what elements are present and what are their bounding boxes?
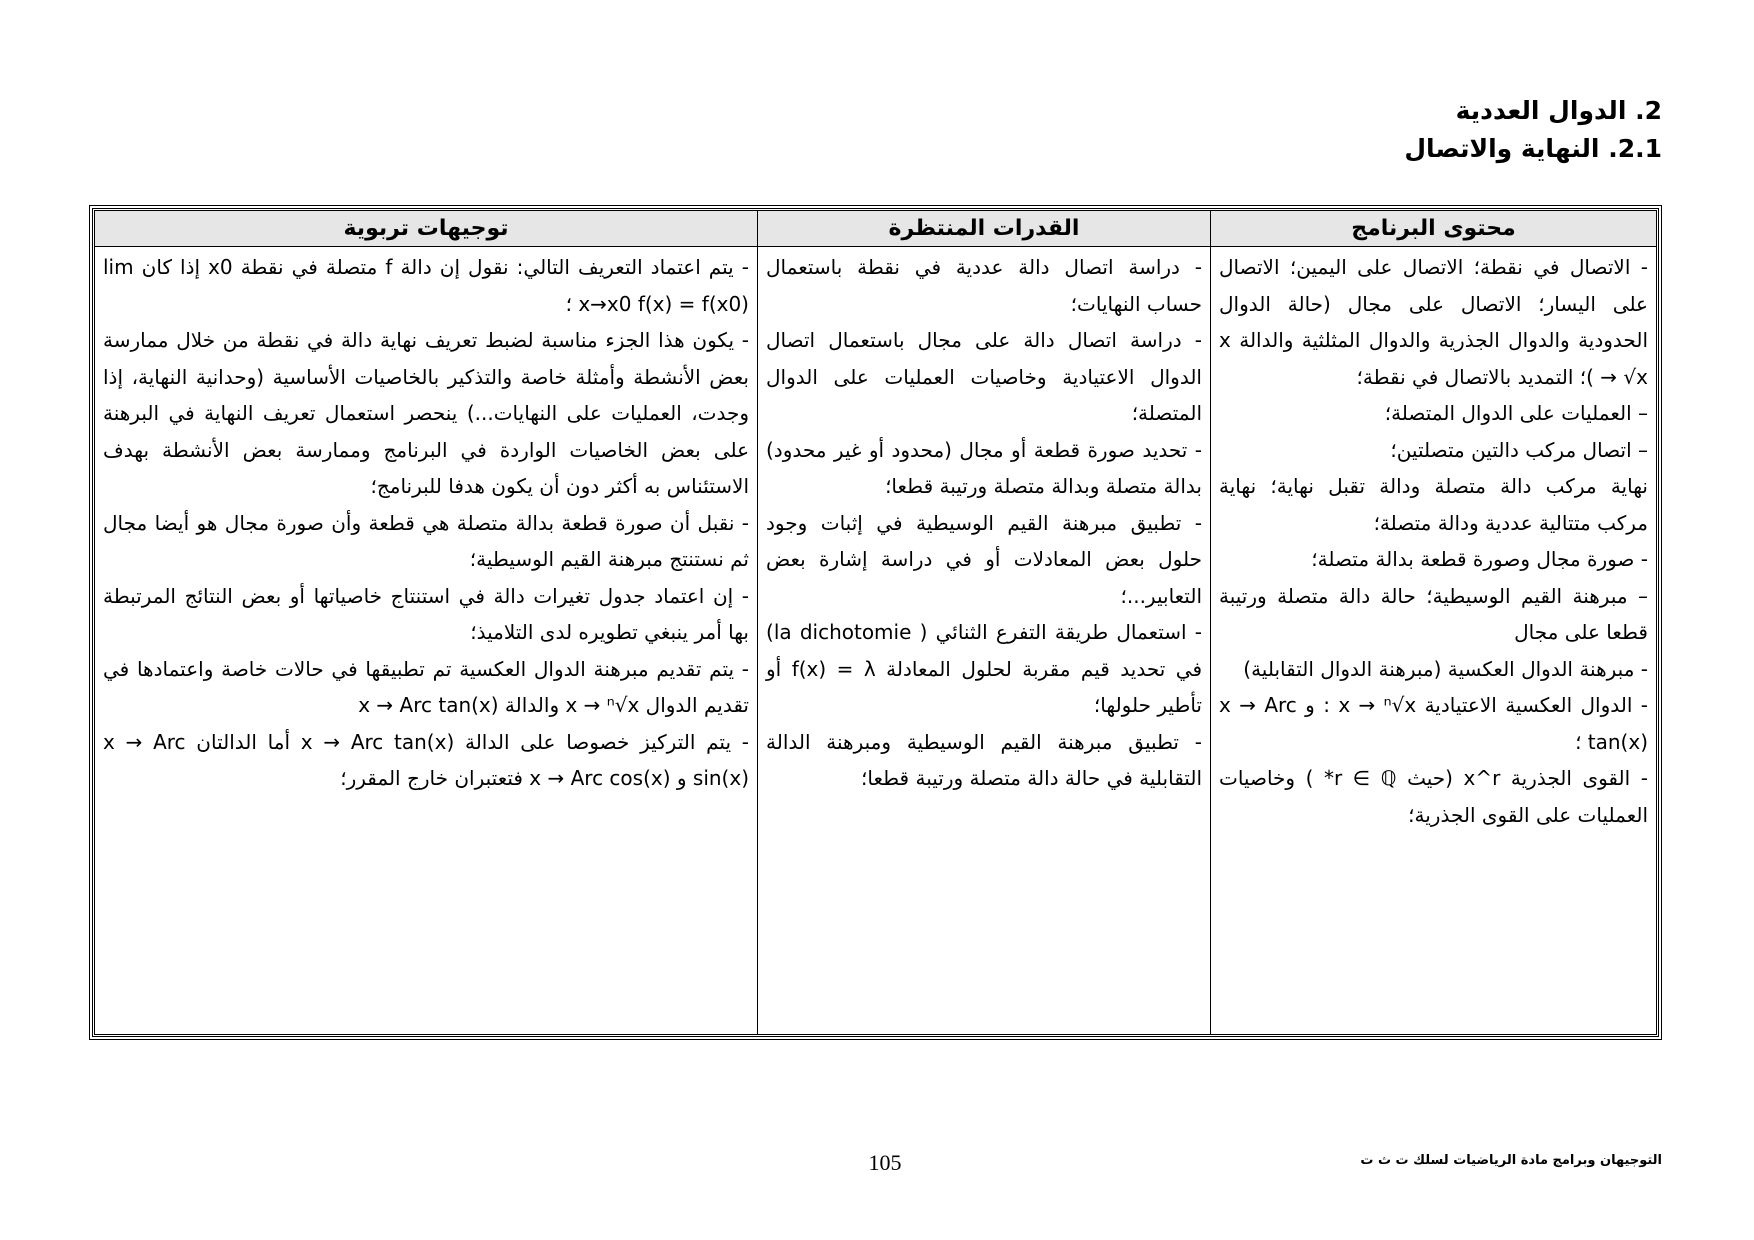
guidance-item: - يتم التركيز خصوصا على الدالة x → Arc tan(x) أما الدالتان x → Arc sin(x) و x → Arc cos(x) فتعتبران خارج المقرر؛ — [103, 729, 749, 790]
guidance-item: - يكون هذا الجزء مناسبة لضبط تعريف نهاية دالة في نقطة من خلال ممارسة بعض الأنشطة وأمثلة خاصة والتذكير بالخاصيات الأساسية (وحدانية النهاية، إذا وجدت، العمليات على النهايات...) ينحصر استعمال تعريف النهاية في البرهنة على بعض الخاصيات الواردة في البرنامج وممارسة بعض الأنشطة بهدف الاستئناس به أكثر دون أن يكون هدفا للبرنامج؛ — [103, 328, 749, 498]
content-item: – اتصال مركب دالتين متصلتين؛ — [1390, 437, 1648, 462]
skill-item: - دراسة اتصال دالة على مجال باستعمال اتصال الدوال الاعتيادية وخاصيات العمليات على الدوال المتصلة؛ — [766, 328, 1202, 425]
content-item: نهاية مركب دالة متصلة ودالة تقبل نهاية؛ نهاية مركب متتالية عددية ودالة متصلة؛ — [1219, 474, 1648, 535]
skill-item: - تطبيق مبرهنة القيم الوسيطية في إثبات وجود حلول بعض المعادلات أو في دراسة إشارة بعض التعابير...؛ — [766, 510, 1202, 608]
content-item: - صورة مجال وصورة قطعة بدالة متصلة؛ — [1311, 547, 1648, 571]
skill-item: - تطبيق مبرهنة القيم الوسيطية ومبرهنة الدالة التقابلية في حالة دالة متصلة ورتيبة قطعا؛ — [766, 729, 1202, 790]
content-item: - الاتصال في نقطة؛ الاتصال على اليمين؛ الاتصال على اليسار؛ الاتصال على مجال (حالة الدوال الحدودية والدوال الجذرية والدوال المثلثية والدالة x → √x )؛ التمديد بالاتصال في نقطة؛ — [1219, 255, 1648, 389]
subsection-heading: 2.1. النهاية والاتصال — [1404, 134, 1662, 163]
guidance-item: - إن اعتماد جدول تغيرات دالة في استنتاج خاصياتها أو بعض النتائج المرتبطة بها أمر ينبغي تطويره لدى التلاميذ؛ — [103, 583, 749, 644]
header-skills: القدرات المنتظرة — [758, 211, 1211, 247]
guidance-item: - يتم تقديم مبرهنة الدوال العكسية تم تطبيقها في حالات خاصة واعتمادها في تقديم الدوال x → ⁿ√x والدالة x → Arc tan(x) — [103, 656, 749, 717]
content-item: - الدوال العكسية الاعتيادية x → ⁿ√x : و x → Arc tan(x) ؛ — [1219, 693, 1648, 754]
header-content: محتوى البرنامج — [1211, 211, 1657, 247]
content-item: – العمليات على الدوال المتصلة؛ — [1384, 401, 1648, 425]
skill-item: - استعمال طريقة التفرع الثنائي ( la dichotomie) في تحديد قيم مقربة لحلول المعادلة f(x) = λ أو تأطير حلولها؛ — [766, 620, 1202, 717]
content-item: - مبرهنة الدوال العكسية (مبرهنة الدوال التقابلية) — [1243, 656, 1648, 681]
table-row — [95, 247, 1657, 1035]
guidance-item: - يتم اعتماد التعريف التالي: نقول إن دالة f متصلة في نقطة x0 إذا كان lim x→x0 f(x) = f(x0) ؛ — [103, 255, 749, 316]
content-item: – مبرهنة القيم الوسيطية؛ حالة دالة متصلة ورتيبة قطعا على مجال — [1219, 583, 1648, 644]
guidance-cell — [95, 247, 758, 1035]
skill-item: - دراسة اتصال دالة عددية في نقطة باستعمال حساب النهايات؛ — [766, 255, 1202, 316]
content-cell — [1211, 247, 1657, 1035]
skills-cell — [758, 247, 1211, 1035]
program-table-frame — [89, 205, 1662, 1040]
page-number: 105 — [868, 1150, 902, 1175]
footer-note: التوجيهان وبرامج مادة الرياضيات لسلك ت ث ت — [1360, 1153, 1662, 1168]
guidance-item: - نقبل أن صورة قطعة بدالة متصلة هي قطعة وأن صورة مجال هو أيضا مجال ثم نستنتج مبرهنة القيم الوسيطية؛ — [103, 510, 749, 571]
table-header-row — [95, 211, 1657, 247]
section-headings — [1062, 92, 1662, 168]
header-guidance: توجيهات تربوية — [95, 211, 758, 247]
section-heading: 2. الدوال العددية — [1455, 96, 1662, 125]
content-item: - القوى الجذرية x^r (حيث r ∈ ℚ* ) وخاصيات العمليات على القوى الجذرية؛ — [1219, 766, 1648, 827]
skill-item: - تحديد صورة قطعة أو مجال (محدود أو غير محدود) بدالة متصلة وبدالة متصلة ورتيبة قطعا؛ — [766, 437, 1202, 498]
program-table — [94, 210, 1657, 1035]
